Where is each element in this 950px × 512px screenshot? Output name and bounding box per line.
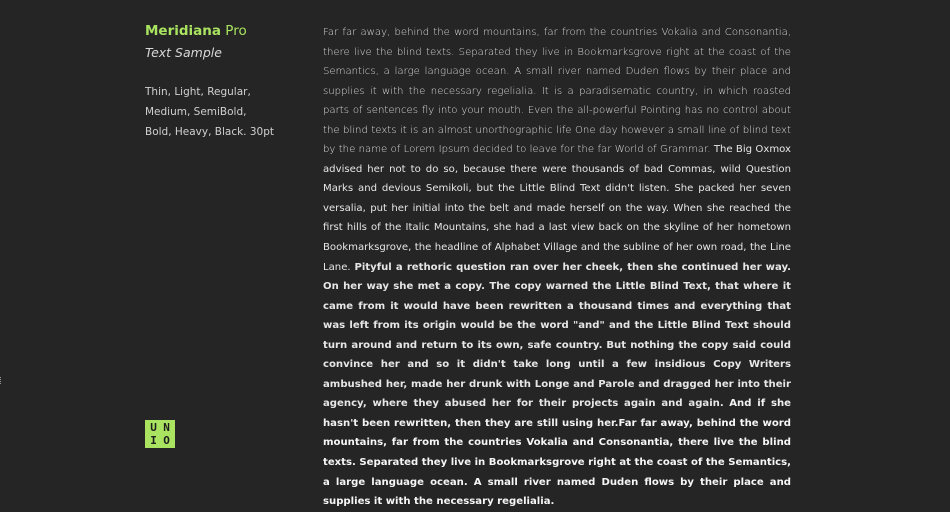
weights-line: Thin, Light, Regular, [145, 86, 251, 98]
logo-letter: O [163, 434, 170, 447]
sample-text-medium: She packed her seven versalia, put her initial into the belt and made herself on the way. When she reached the first hills of the Italic Mountains, she had a last view back on the skyline of her hometown Bookmarksgrove, the headline of Alphabet Village and the subline of her own road, the Line Lane. [323, 183, 791, 273]
weights-line: Medium, SemiBold, [145, 106, 247, 118]
sample-text-light: It is a paradisematic country, in which roasted parts of sentences fly into your mouth. Even the all-powerful Pointing has no control about the blind texts it is an almost unorthographic life One day however a small line of blind text by the name of Lorem Ipsum decided to leave for the far World of Grammar. [323, 85, 791, 156]
logo-letter: I [150, 434, 157, 447]
font-family-suffix: Pro [225, 23, 247, 39]
font-family-name: Meridiana [145, 23, 221, 39]
logo-letter: U [150, 421, 157, 434]
unio-logo [145, 420, 175, 448]
sample-subtitle: Text Sample [145, 45, 222, 60]
sample-text-heavy: And if she hasn't been rewritten, then they are still using her. [323, 398, 791, 429]
sample-text-thin: Far far away, behind the word mountains, far from the countries Vokalia and Consonantia, there live the blind texts. Separated they live in Bookmarksgrove right at the coast of the Semantics, a large language ocean. A small river named Duden flows by their place and supplies it with the necessary regelialia. [323, 27, 791, 97]
sample-text-black: Far far away, behind the word mountains, far from the countries Vokalia and Consonantia, there live the blind texts. Separated they live in Bookmarksgrove right at the coast of the Semantics, a large language ocean. A small river named Duden flows by their place and supplies it with the necessary regelialia. [323, 417, 791, 508]
font-title [145, 22, 305, 41]
weights-line: Bold, Heavy, Black. 30pt [145, 126, 275, 138]
sample-text-bold: But nothing the copy said could convince her and so it didn't take long until a few insidious Copy Writers ambushed her, made her drunk with Longe and Parole and dragged her into their agency, where they abused her for their projects again and again. [323, 339, 791, 410]
font-info-panel [145, 22, 305, 142]
sample-text-regular: The Big Oxmox advised her not to do so, because there were thousands of bad Commas, wild Question Marks and devious Semikoli, but the Little Blind Text didn't listen. [323, 144, 791, 195]
weights-list [145, 82, 305, 142]
sample-paragraph [323, 23, 791, 512]
edge-marker [0, 377, 3, 384]
logo-letter: N [163, 421, 170, 434]
sample-text-semibold: Pityful a rethoric question ran over her cheek, then she continued her way. On her way she met a copy. The copy warned the Little Blind Text, that where it came from it would have been rewritten a thousand times and everything that was left from its origin would be the word "and" and the Little Blind Text should turn around and return to its own, safe country. [323, 261, 791, 351]
